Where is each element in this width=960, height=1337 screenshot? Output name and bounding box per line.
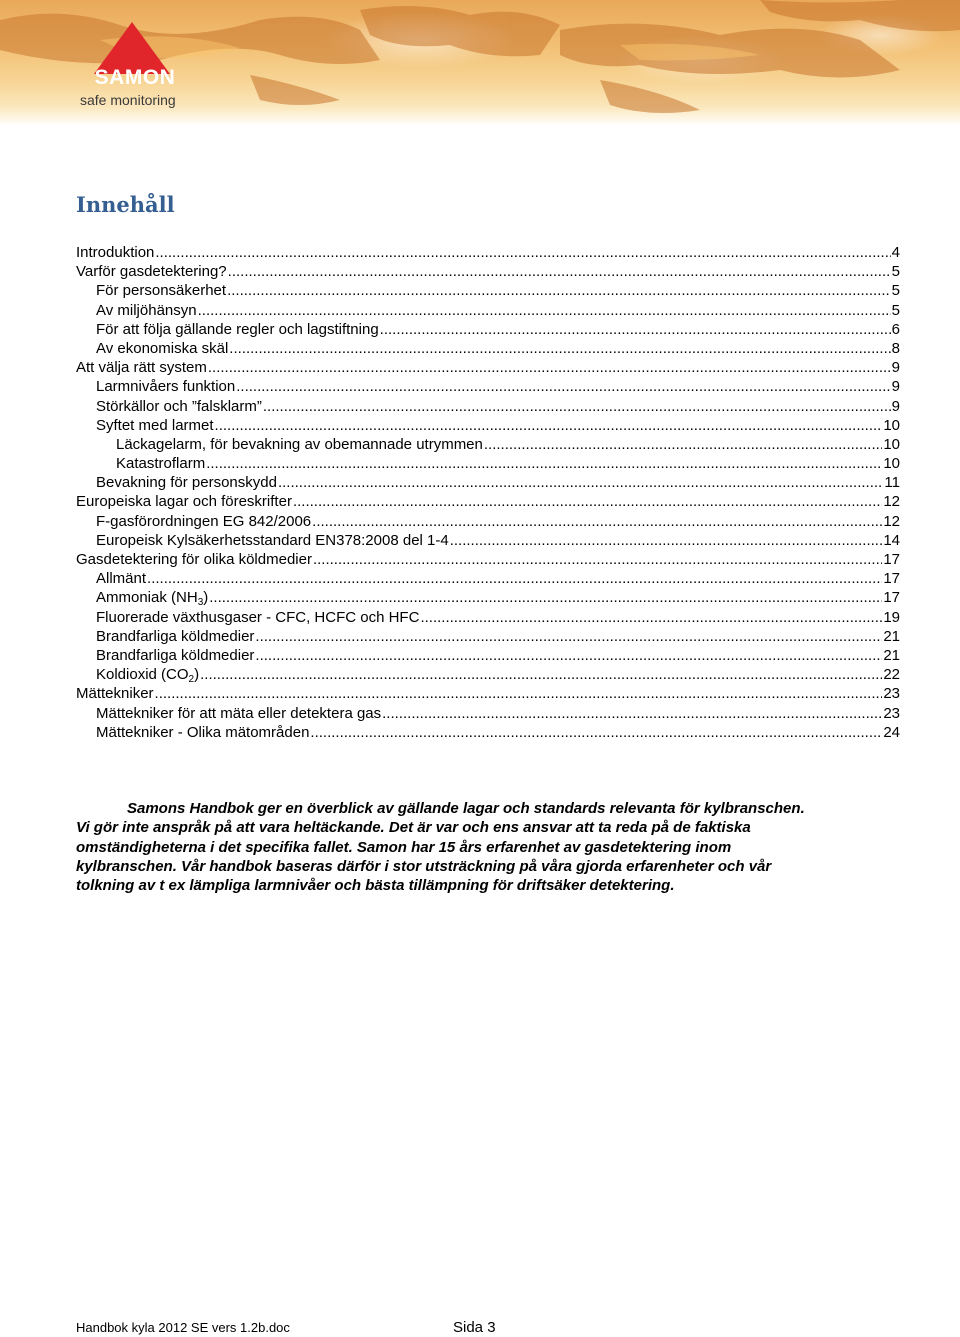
- toc-entry-page: 23: [883, 704, 900, 722]
- toc-entry-page: 10: [883, 435, 900, 453]
- toc-entry[interactable]: [76, 550, 900, 569]
- toc-entry-page: 17: [883, 589, 900, 607]
- table-of-contents: [76, 243, 900, 742]
- toc-leader-dots: [229, 339, 890, 358]
- toc-entry[interactable]: [76, 262, 900, 281]
- logo-tagline: safe monitoring: [80, 92, 176, 108]
- toc-entry-title: För personsäkerhet: [96, 282, 227, 300]
- toc-entry[interactable]: [76, 281, 900, 300]
- toc-entry[interactable]: [76, 492, 900, 511]
- toc-entry-title: Av miljöhänsyn: [96, 301, 197, 319]
- toc-leader-dots: [313, 550, 882, 569]
- toc-entry-page: 10: [883, 416, 900, 434]
- toc-leader-dots: [420, 608, 882, 627]
- toc-entry[interactable]: [76, 416, 900, 435]
- footer-doc-name: Handbok kyla 2012 SE vers 1.2b.doc: [76, 1320, 290, 1335]
- toc-entry-page: 24: [883, 723, 900, 741]
- toc-entry[interactable]: [76, 358, 900, 377]
- toc-entry[interactable]: [76, 512, 900, 531]
- toc-entry-title: Introduktion: [76, 244, 155, 261]
- disclaimer-line: kylbranschen. Vår handbok baseras därför i stor utsträckning på våra gjorda erfarenheter och vår: [76, 857, 772, 875]
- toc-entry-title: Att välja rätt system: [76, 359, 207, 377]
- toc-entry-page: 14: [883, 531, 900, 549]
- toc-leader-dots: [228, 262, 891, 281]
- toc-leader-dots: [215, 416, 883, 435]
- toc-entry[interactable]: [76, 704, 900, 723]
- toc-entry-page: 5: [891, 263, 900, 281]
- toc-leader-dots: [208, 358, 891, 377]
- toc-leader-dots: [209, 588, 882, 607]
- toc-entry-title: Ammoniak $(NH_3)$: [96, 589, 209, 609]
- toc-leader-dots: [206, 454, 882, 473]
- toc-entry-title: Mättekniker - Olika mätområden: [96, 723, 310, 741]
- toc-leader-dots: [155, 243, 890, 262]
- disclaimer: [76, 799, 896, 895]
- disclaimer-line: Samons Handbok ger en överblick av gällande lagar och standards relevanta för kylbranschen.: [127, 800, 805, 817]
- toc-entry-page: 4: [891, 244, 900, 261]
- toc-entry[interactable]: [76, 531, 900, 550]
- toc-entry[interactable]: [76, 684, 900, 703]
- disclaimer-line: Vi gör inte anspråk på att vara heltäckande. Det är var och ens ansvar att ta reda på de faktiska: [76, 819, 751, 837]
- toc-entry-page: 10: [883, 455, 900, 473]
- toc-entry-page: 22: [883, 666, 900, 684]
- toc-entry[interactable]: [76, 320, 900, 339]
- toc-leader-dots: [310, 723, 882, 742]
- toc-entry-page: 21: [883, 646, 900, 664]
- disclaimer-line: tolkning av t ex lämpliga larmnivåer och bästa tillämpning för driftsäker detektering.: [76, 877, 675, 895]
- toc-leader-dots: [380, 320, 891, 339]
- toc-entry-page: 8: [891, 339, 900, 357]
- toc-entry-page: 6: [891, 320, 900, 338]
- toc-entry-title: Fluorerade växthusgaser - CFC, HCFC och HFC: [96, 608, 420, 626]
- toc-entry[interactable]: [76, 569, 900, 588]
- toc-entry-title: Bevakning för personskydd: [96, 474, 277, 492]
- toc-entry[interactable]: [76, 435, 900, 454]
- toc-leader-dots: [293, 492, 882, 511]
- toc-entry[interactable]: [76, 646, 900, 665]
- toc-entry-page: 5: [891, 301, 900, 319]
- toc-entry-title: Europeiska lagar och föreskrifter: [76, 493, 292, 511]
- footer-page-label: Sida 3: [453, 1319, 496, 1336]
- toc-leader-dots: [263, 397, 891, 416]
- toc-entry[interactable]: [76, 243, 900, 262]
- toc-entry-title: Allmänt: [96, 570, 147, 588]
- toc-entry-title: Varför gasdetektering?: [76, 263, 227, 281]
- toc-leader-dots: [312, 512, 882, 531]
- toc-entry[interactable]: [76, 377, 900, 396]
- toc-entry[interactable]: [76, 627, 900, 646]
- toc-entry-page: 9: [891, 359, 900, 377]
- toc-leader-dots: [450, 531, 883, 550]
- toc-entry-page: 17: [883, 551, 900, 568]
- toc-entry[interactable]: [76, 397, 900, 416]
- toc-entry-page: 11: [884, 474, 900, 492]
- toc-entry-title: För att följa gällande regler och lagstiftning: [96, 320, 379, 338]
- header-banner: [0, 0, 960, 126]
- toc-entry-title: Mättekniker för att mäta eller detektera gas: [96, 704, 382, 722]
- toc-entry-page: 12: [883, 512, 900, 530]
- toc-entry-title: Mättekniker: [76, 685, 154, 703]
- toc-entry-page: 9: [891, 378, 900, 396]
- toc-leader-dots: [198, 301, 891, 320]
- toc-entry[interactable]: [76, 301, 900, 320]
- toc-entry[interactable]: [76, 454, 900, 473]
- toc-leader-dots: [155, 684, 883, 703]
- toc-entry-title: Brandfarliga köldmedier: [96, 627, 255, 645]
- toc-entry[interactable]: [76, 723, 900, 742]
- toc-entry-title: Katastroflarm: [116, 455, 206, 473]
- logo-name: SAMON: [94, 66, 176, 89]
- toc-entry-page: 23: [883, 685, 900, 703]
- toc-entry-page: 5: [891, 282, 900, 300]
- toc-entry-title: Av ekonomiska skäl: [96, 339, 229, 357]
- toc-entry-page: 12: [883, 493, 900, 511]
- toc-leader-dots: [255, 627, 882, 646]
- toc-entry-page: 17: [883, 570, 900, 588]
- samon-logo: [78, 22, 188, 114]
- toc-leader-dots: [382, 704, 882, 723]
- toc-leader-dots: [484, 435, 882, 454]
- toc-entry-title: Störkällor och ”falsklarm”: [96, 397, 262, 415]
- toc-entry[interactable]: [76, 588, 900, 607]
- disclaimer-line: omständigheterna i det specifika fallet. Samon har 15 års erfarenhet av gasdetektering inom: [76, 838, 732, 856]
- toc-entry-page: 9: [891, 397, 900, 415]
- toc-entry-title: Brandfarliga köldmedier: [96, 646, 255, 664]
- toc-entry[interactable]: [76, 473, 900, 492]
- toc-entry-page: 19: [883, 608, 900, 626]
- toc-entry[interactable]: [76, 608, 900, 627]
- toc-leader-dots: [278, 473, 883, 492]
- toc-entry-page: 21: [883, 627, 900, 645]
- toc-heading: Innehåll: [76, 192, 175, 217]
- toc-entry-title: Gasdetektering för olika köldmedier: [76, 551, 312, 568]
- toc-leader-dots: [147, 569, 882, 588]
- toc-entry-title: Läckagelarm, för bevakning av obemannade utrymmen: [116, 435, 483, 453]
- toc-entry-title: Larmnivåers funktion: [96, 378, 236, 396]
- toc-entry[interactable]: [76, 665, 900, 684]
- toc-leader-dots: [227, 281, 891, 300]
- toc-leader-dots: [236, 377, 890, 396]
- toc-entry-title: Europeisk Kylsäkerhetsstandard EN378:2008 del 1-4: [96, 531, 449, 549]
- toc-entry[interactable]: [76, 339, 900, 358]
- toc-entry-title: Koldioxid $(CO_2)$: [96, 666, 200, 686]
- toc-entry-title: F-gasförordningen EG 842/2006: [96, 512, 312, 530]
- toc-leader-dots: [255, 646, 882, 665]
- toc-leader-dots: [200, 665, 882, 684]
- toc-entry-title: Syftet med larmet: [96, 416, 214, 434]
